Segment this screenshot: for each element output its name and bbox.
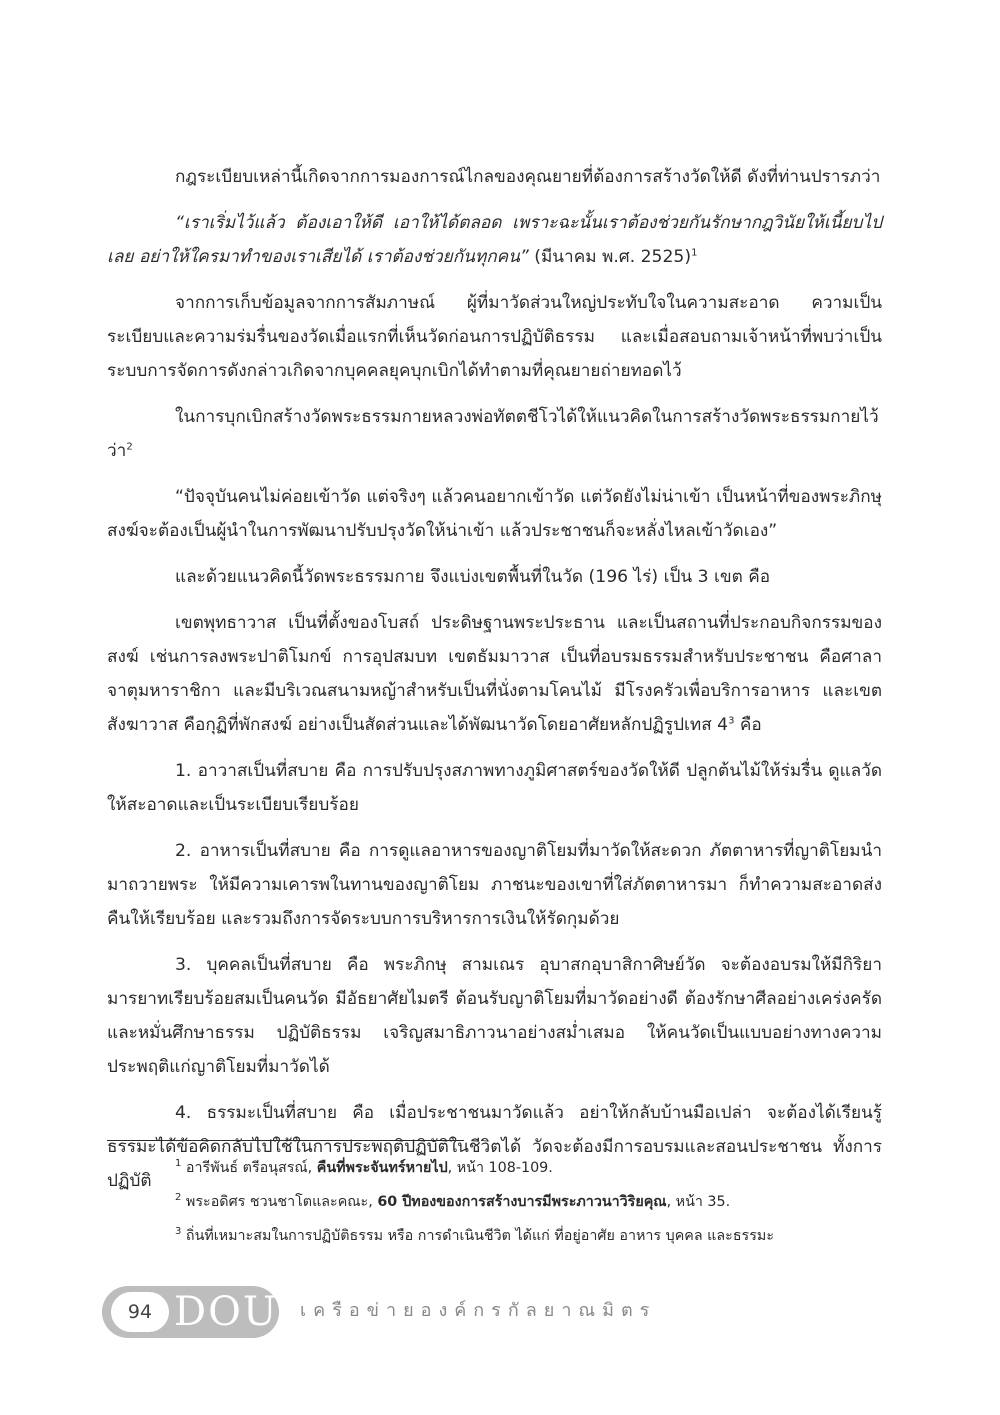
dou-logo: DOU <box>174 1289 279 1335</box>
quote-date: (มีนาคม พ.ศ. 2525) <box>528 247 692 267</box>
footnote-3 <box>175 1226 935 1246</box>
body-text <box>107 160 882 1210</box>
zones-text: เขตพุทธาวาส เป็นที่ตั้งของโบสถ์ ประดิษฐานพระประธาน และเป็นสถานที่ประกอบกิจกรรมของสงฆ์ เช่นการลงพระปาติโมกข์ การอุปสมบท เขตธัมมาวาส เป็นที่อบรมธรรมสำหรับประชาชน คือศาลาจาตุมหาราชิกา และมีบริเวณสนามหญ้าสำหรับเป็นที่นั่งตามโคนไม้ มีโรงครัวเพื่อบริการอาหาร และเขตสังฆาวาส คือกุฏิที่พักสงฆ์ อย่างเป็นสัดส่วนและได้พัฒนาวัดโดยอาศัยหลักปฏิรูปเทส 4 <box>107 613 882 735</box>
footnote-title: 60 ปีทองของการสร้างบารมีพระภาวนาวิริยคุณ <box>377 1194 667 1210</box>
dou-badge <box>102 1286 279 1338</box>
paragraph-rules-origin: กฎระเบียบเหล่านี้เกิดจากการมองการณ์ไกลของคุณยายที่ต้องการสร้างวัดให้ดี ดังที่ท่านปรารภว่า <box>175 167 881 187</box>
paragraph-interview: จากการเก็บข้อมูลจากการสัมภาษณ์ ผู้ที่มาวัดส่วนใหญ่ประทับใจในความสะอาด ความเป็นระเบียบและความร่มรื่นของวัดเมื่อแรกที่เห็นวัดก่อนการปฏิบัติธรรม และเมื่อสอบถามเจ้าหน้าที่พบว่าเป็นระบบการจัดการดังกล่าวเกิดจากบุคคลยุคบุกเบิกได้ทำตามที่คุณยายถ่ายทอดไว้ <box>107 293 882 381</box>
list-item-4: 4. ธรรมะเป็นที่สบาย คือ เมื่อประชาชนมาวัดแล้ว อย่าให้กลับบ้านมือเปล่า จะต้องได้เรียนรู้ธรรมะได้ข้อคิดกลับไปใช้ในการประพฤติปฏิบัติในชีวิตได้ วัดจะต้องมีการอบรมและสอนประชาชน ทั้งการปฏิบัติ <box>107 1103 882 1191</box>
paragraph-zones <box>107 606 882 742</box>
footnote-author: พระอดิศร ชวนชาโตและคณะ, <box>185 1194 378 1210</box>
footnote-page: , หน้า 35. <box>666 1194 731 1210</box>
footnote-author: อารีพันธ์ ตรีอนุสรณ์, <box>185 1160 317 1176</box>
footnote-number: 1 <box>175 1158 182 1170</box>
footnote-2 <box>175 1192 935 1212</box>
grandma-quote-text: “เราเริ่มไว้แล้ว ต้องเอาให้ดี เอาให้ได้ตลอด เพราะฉะนั้นเราต้องช่วยกันรักษากฎวินัยให้เนี้ยบไปเลย อย่าให้ใครมาทำของเราเสียได้ เราต้องช่วยกันทุกคน” <box>107 213 882 267</box>
footnote-divider <box>107 1140 464 1141</box>
footnote-ref-3: 3 <box>728 715 735 727</box>
list-item-1: 1. อาวาสเป็นที่สบาย คือ การปรับปรุงสภาพทางภูมิศาสตร์ของวัดให้ดี ปลูกต้นไม้ให้ร่มรื่น ดูแลวัดให้สะอาดและเป็นระเบียบเรียบร้อย <box>107 761 882 815</box>
network-name: เครือข่ายองค์กรกัลยาณมิตร <box>300 1300 657 1321</box>
footnote-number: 3 <box>175 1226 182 1238</box>
footnote-title: คืนที่พระจันทร์หายไป <box>316 1160 448 1176</box>
page-footer <box>102 1286 962 1338</box>
paragraph-abbot-quote: “ปัจจุบันคนไม่ค่อยเข้าวัด แต่จริงๆ แล้วคนอยากเข้าวัด แต่วัดยังไม่น่าเข้า เป็นหน้าที่ของพระภิกษุสงฆ์จะต้องเป็นผู้นำในการพัฒนาปรับปรุงวัดให้น่าเข้า แล้วประชาชนก็จะหลั่งไหลเข้าวัดเอง” <box>107 487 882 541</box>
paragraph-concept-intro <box>107 400 882 468</box>
zones-tail: คือ <box>734 715 762 735</box>
paragraph-grandma-quote <box>107 206 882 274</box>
footnote-number: 2 <box>175 1192 182 1204</box>
footnotes <box>175 1158 935 1260</box>
footnote-page: , หน้า 108-109. <box>447 1160 553 1176</box>
footnote-1 <box>175 1158 935 1178</box>
page-number: 94 <box>111 1292 169 1332</box>
concept-intro-text: ในการบุกเบิกสร้างวัดพระธรรมกายหลวงพ่อทัตตชีโวได้ให้แนวคิดในการสร้างวัดพระธรรมกายไว้ว่า <box>107 407 879 461</box>
footnote-text: ถิ่นที่เหมาะสมในการปฏิบัติธรรม หรือ การดำเนินชีวิต ได้แก่ ที่อยู่อาศัย อาหาร บุคคล และธรรมะ <box>185 1228 775 1244</box>
paragraph-zones-intro: และด้วยแนวคิดนี้วัดพระธรรมกาย จึงแบ่งเขตพื้นที่ในวัด (196 ไร่) เป็น 3 เขต คือ <box>175 567 771 587</box>
footnote-ref-1: 1 <box>691 247 698 259</box>
list-item-3: 3. บุคคลเป็นที่สบาย คือ พระภิกษุ สามเณร อุบาสกอุบาสิกาศิษย์วัด จะต้องอบรมให้มีกิริยามารยาทเรียบร้อยสมเป็นคนวัด มีอัธยาศัยไมตรี ต้อนรับญาติโยมที่มาวัดอย่างดี ต้องรักษาศีลอย่างเคร่งครัด และหมั่นศึกษาธรรม ปฏิบัติธรรม เจริญสมาธิภาวนาอย่างสม่ำเสมอ ให้คนวัดเป็นแบบอย่างทางความประพฤติแก่ญาติโยมที่มาวัดได้ <box>107 955 882 1077</box>
footnote-ref-2: 2 <box>126 441 133 453</box>
list-item-2: 2. อาหารเป็นที่สบาย คือ การดูแลอาหารของญาติโยมที่มาวัดให้สะดวก ภัตตาหารที่ญาติโยมนำมาถวายพระ ให้มีความเคารพในทานของญาติโยม ภาชนะของเขาที่ใส่ภัตตาหารมา ก็ทำความสะอาดส่งคืนให้เรียบร้อย และรวมถึงการจัดระบบการบริหารการเงินให้รัดกุมด้วย <box>107 841 882 929</box>
